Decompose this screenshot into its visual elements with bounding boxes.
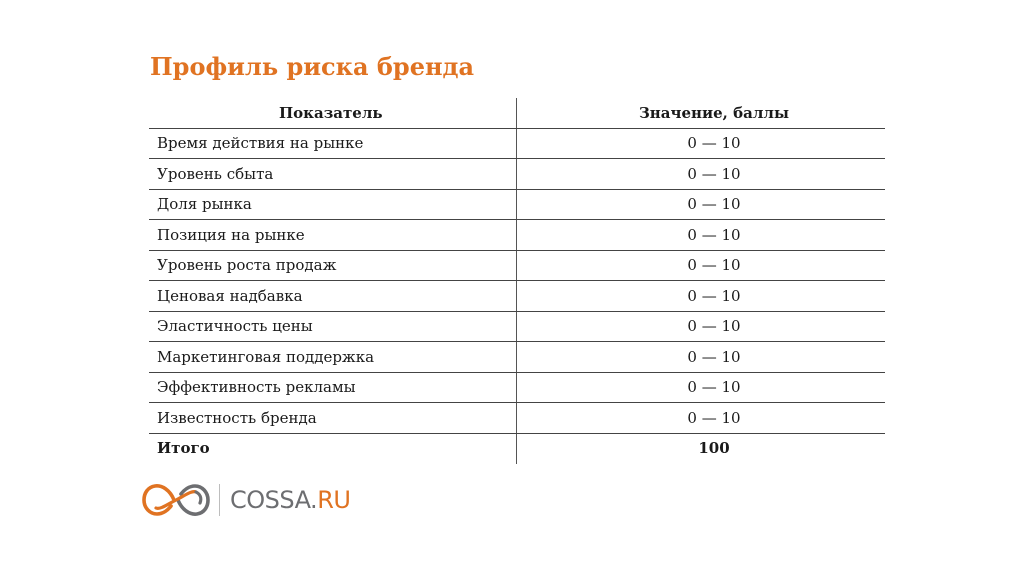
row-value: 0 — 10: [687, 378, 741, 396]
table-row: [149, 189, 885, 220]
row-name: Доля рынка: [157, 195, 252, 213]
row-name: Позиция на рынке: [157, 225, 305, 244]
row-name: Уровень сбыта: [157, 164, 274, 183]
row-name: Эффективность рекламы: [157, 378, 356, 396]
table-row: [149, 220, 885, 251]
row-value: 0 — 10: [687, 347, 741, 366]
row-name: Время действия на рынке: [157, 134, 364, 152]
table-row: [149, 311, 885, 342]
row-name: Эластичность цены: [157, 317, 313, 335]
row-value: 0 — 10: [687, 256, 741, 274]
risk-profile-table: [149, 98, 885, 464]
slide-title: Профиль риска бренда: [150, 52, 475, 81]
row-value: 0 — 10: [687, 164, 741, 183]
logo-divider: [219, 484, 220, 516]
cossa-logo: [140, 478, 351, 522]
row-name: Маркетинговая поддержка: [157, 347, 375, 366]
table-header-row: [149, 98, 885, 129]
interlocked-rings-icon: [140, 478, 212, 522]
table-row: [149, 159, 885, 190]
header-indicator: Показатель: [279, 104, 383, 122]
row-value: 0 — 10: [687, 225, 741, 244]
row-value: 0 — 10: [687, 317, 741, 335]
row-name: Уровень роста продаж: [157, 256, 337, 274]
total-value: 100: [698, 439, 730, 457]
row-value: 0 — 10: [687, 195, 741, 213]
table-row: [149, 372, 885, 403]
table-row: [149, 128, 885, 159]
logo-wordmark: [230, 484, 350, 516]
table-total-row: [149, 433, 885, 463]
table-row: [149, 250, 885, 281]
table-row: [149, 281, 885, 312]
row-value: 0 — 10: [687, 134, 741, 152]
table-row: [149, 403, 885, 434]
logo-text-main: COSSA.: [230, 486, 318, 514]
row-name: Ценовая надбавка: [157, 286, 303, 305]
header-value: Значение, баллы: [638, 104, 790, 122]
row-value: 0 — 10: [687, 286, 741, 305]
table-row: [149, 342, 885, 373]
logo-text-accent: RU: [317, 486, 351, 514]
row-name: Известность бренда: [157, 408, 317, 427]
row-value: 0 — 10: [687, 408, 741, 427]
total-label: Итого: [157, 439, 210, 457]
